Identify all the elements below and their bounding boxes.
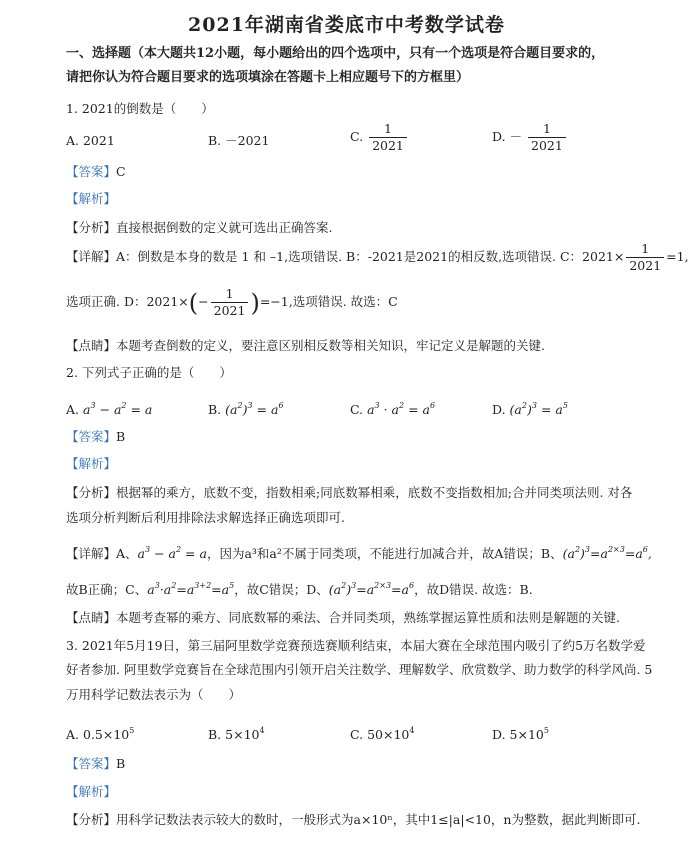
fraction-denominator: 2021: [213, 303, 246, 318]
page-title: 2021年湖南省娄底市中考数学试卷: [188, 14, 505, 36]
option-label: A.: [66, 727, 80, 742]
q1-analysis: [66, 219, 333, 237]
q3-stem-line3: 万用科学记数法表示为（ ）: [66, 687, 242, 702]
q1-option-d: [492, 121, 568, 154]
minus-sign: −: [198, 294, 209, 309]
option-label: A.: [66, 402, 80, 417]
q2-analysis-line1: [66, 484, 632, 502]
q2-option-a: [66, 397, 152, 419]
q2-comment: [66, 609, 620, 627]
fraction-numerator: 1: [211, 286, 249, 303]
section-instructions-line2: 请把你认为符合题目要求的选项填涂在答题卡上相应题号下的方框里）: [66, 70, 470, 85]
q1-option-d-fraction: [528, 121, 566, 154]
option-expr: $(a^2)^3 = a^5$: [509, 401, 568, 417]
fraction-numerator: 1: [528, 121, 566, 138]
q1-comment: [66, 337, 545, 355]
left-paren-icon: (: [188, 288, 199, 317]
option-expr: $5\times 10^5$: [509, 726, 549, 742]
q1-detail-line2: [66, 286, 398, 319]
q1-option-d-label: D. －: [492, 129, 523, 144]
q2-stem: 2. 下列式子正确的是（ ）: [66, 365, 232, 380]
option-label: C.: [350, 727, 364, 742]
option-label: D.: [492, 402, 506, 417]
q2-jiexi-label: 【解析】: [66, 456, 117, 471]
answer-value: B: [116, 756, 126, 771]
answer-label: 【答案】: [66, 164, 117, 179]
detail-expr: $a^3\cdot a^2=a^{3+2}=a^5$: [147, 581, 235, 597]
q1-option-c: [350, 121, 409, 154]
analysis-label: 【分析】: [66, 220, 117, 235]
analysis-label: 【分析】: [66, 812, 117, 827]
q2-detail-line1: [66, 541, 652, 563]
q3-option-a: [66, 722, 134, 744]
right-paren-icon: ): [250, 288, 260, 317]
analysis-text: 根据幂的乘方，底数不变，指数相乘;同底数幂相乘，底数不变指数相加;合并同类项法则. 对各: [116, 485, 633, 500]
option-expr: $50\times 10^4$: [367, 726, 415, 742]
detail-text: ，故D错误. 故选：B.: [414, 582, 533, 597]
q2-analysis-line2: 选项分析判断后利用排除法求解选择正确选项即可.: [66, 510, 345, 525]
q3-option-b: [208, 722, 265, 744]
q3-analysis: [66, 811, 640, 829]
detail-text: ，故C错误；D、: [234, 582, 329, 597]
detail-fraction: [626, 241, 664, 274]
comment-text: 本题考查倒数的定义，要注意区别相反数等相关知识，牢记定义是解题的关键.: [116, 338, 545, 353]
detail-text: A：倒数是本身的数是 1 和 –1,选项错误. B：-2021是2021的相反数,选项错误. C：2021×: [116, 249, 625, 264]
option-label: B.: [208, 402, 222, 417]
detail-text: A、: [116, 546, 138, 561]
analysis-text: 直接根据倒数的定义就可选出正确答案.: [116, 220, 333, 235]
detail-expr: 2021×: [146, 294, 189, 309]
detail-text-end: =−1,选项错误. 故选：C: [259, 294, 398, 309]
q1-stem: 1. 2021的倒数是（ ）: [66, 101, 214, 116]
q1-option-c-label: C.: [350, 129, 364, 144]
detail-fraction: [211, 286, 249, 319]
detail-text: ，因为a³和a²不属于同类项，不能进行加减合并，故A错误；B、: [206, 546, 563, 561]
detail-text: 故B正确；C、: [66, 582, 148, 597]
detail-label: 【详解】: [66, 249, 117, 264]
answer-label: 【答案】: [66, 429, 117, 444]
option-expr: $(a^2)^3 = a^6$: [225, 401, 284, 417]
option-label: C.: [350, 402, 364, 417]
fraction-numerator: 1: [626, 241, 664, 258]
q2-answer: [66, 428, 125, 446]
answer-label: 【答案】: [66, 756, 117, 771]
q2-option-c: [350, 397, 435, 419]
q3-option-c: [350, 722, 414, 744]
q1-jiexi-label: 【解析】: [66, 191, 117, 206]
q3-answer: [66, 755, 125, 773]
detail-expr: $(a^2)^3=a^{2\times 3}=a^6$: [328, 581, 415, 597]
analysis-text: 用科学记数法表示较大的数时，一般形式为a×10ⁿ，其中1≤|a|<10，n为整数，据此判断即可.: [116, 812, 641, 827]
q1-detail-line1: [66, 241, 689, 274]
section-instructions-line1: 一、选择题（本大题共12小题，每小题给出的四个选项中，只有一个选项是符合题目要求的，: [66, 46, 605, 61]
option-expr: $a^3 - a^2 = a$: [83, 401, 153, 417]
q3-option-d: [492, 722, 549, 744]
option-label: D.: [492, 727, 506, 742]
detail-text: 选项正确. D：: [66, 294, 147, 309]
q2-detail-line2: [66, 577, 533, 599]
fraction-denominator: 2021: [372, 138, 404, 153]
q3-jiexi-label: 【解析】: [66, 784, 117, 799]
answer-value: C: [116, 164, 126, 179]
fraction-numerator: 1: [369, 121, 407, 138]
option-expr: $a^3 \cdot a^2 = a^6$: [367, 401, 436, 417]
comment-text: 本题考查幂的乘方、同底数幂的乘法、合并同类项，熟练掌握运算性质和法则是解题的关键.: [116, 610, 620, 625]
q2-option-d: [492, 397, 568, 419]
comment-label: 【点睛】: [66, 610, 117, 625]
detail-text-end: =1,: [666, 249, 689, 264]
analysis-label: 【分析】: [66, 485, 117, 500]
q1-option-a: A. 2021: [66, 133, 115, 148]
option-expr: $0.5\times 10^5$: [83, 726, 135, 742]
q3-stem-line1: 3. 2021年5月19日，第三届阿里数学竞赛预选赛顺利结束，本届大赛在全球范围内吸引了约5万名数学爱: [66, 638, 646, 653]
q2-option-b: [208, 397, 284, 419]
detail-label: 【详解】: [66, 546, 117, 561]
option-label: B.: [208, 727, 222, 742]
q1-option-b: B. －2021: [208, 133, 270, 148]
fraction-denominator: 2021: [531, 138, 563, 153]
q3-stem-line2: 好者参加. 阿里数学竞赛旨在全球范围内引领开启关注数学、理解数学、欣赏数学、助力数学的科学风尚. 5: [66, 662, 653, 677]
q1-option-c-fraction: [369, 121, 407, 154]
option-expr: $5\times 10^4$: [225, 726, 265, 742]
fraction-denominator: 2021: [629, 258, 662, 273]
detail-expr: $a^3 - a^2 = a$: [137, 545, 207, 561]
q1-answer: [66, 163, 126, 181]
detail-expr: $(a^2)^3=a^{2\times 3}=a^6$,: [562, 545, 652, 561]
answer-value: B: [116, 429, 126, 444]
comment-label: 【点睛】: [66, 338, 117, 353]
